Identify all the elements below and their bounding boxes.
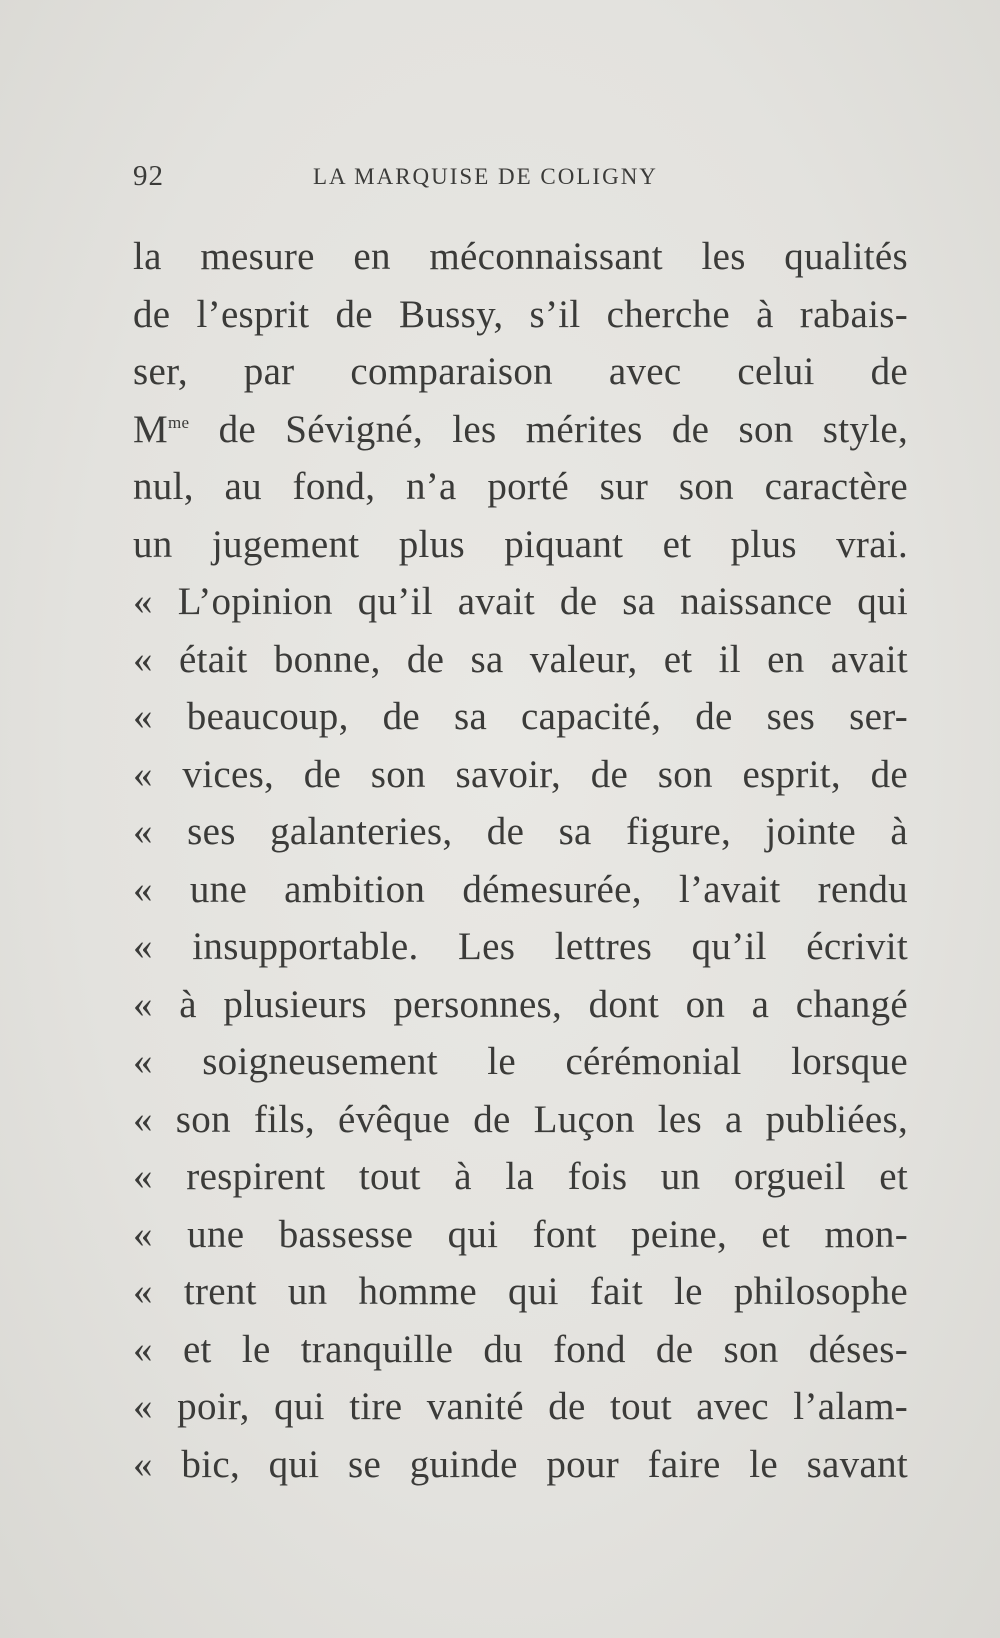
body-text [133, 228, 908, 1493]
text-line: la mesure en méconnaissant les qualités [133, 235, 908, 278]
page-number: 92 [133, 160, 164, 192]
text-line: ser, par comparaison avec celui de [133, 350, 908, 393]
quote-line: « bic, qui se guinde pour faire le savant [133, 1442, 908, 1486]
quote-line: « était bonne, de sa valeur, et il en avait [133, 637, 908, 681]
quote-line: « respirent tout à la fois un orgueil et [133, 1155, 908, 1198]
quote-line: « beaucoup, de sa capacité, de ses ser- [133, 695, 908, 738]
quote-line: « et le tranquille du fond de son déses- [133, 1327, 908, 1371]
quote-line: « vices, de son savoir, de son esprit, de [133, 752, 908, 796]
text-line: nul, au fond, n’a porté sur son caractère [133, 465, 908, 508]
madame-abbr: $M^{me}$ [133, 407, 190, 451]
quote-line: « ses galanteries, de sa figure, jointe à [133, 810, 908, 853]
text-line-madame: $M^{me}$ de Sévigné, les mérites de son style, [133, 407, 908, 451]
quote-line: « trent un homme qui fait le philosophe [133, 1270, 908, 1313]
quote-line: « à plusieurs personnes, dont on a changé [133, 982, 908, 1026]
page-header [133, 160, 750, 200]
running-title: LA MARQUISE DE COLIGNY [313, 164, 658, 189]
quote-line: « poir, qui tire vanité de tout avec l’alam- [133, 1385, 908, 1428]
text-line: de l’esprit de Bussy, s’il cherche à rabais- [133, 292, 908, 336]
quote-line: « une bassesse qui font peine, et mon- [133, 1212, 908, 1256]
quote-line: « soigneusement le cérémonial lorsque [133, 1040, 908, 1083]
quote-line: « L’opinion qu’il avait de sa naissance qui [133, 580, 908, 623]
quote-line: « son fils, évêque de Luçon les a publiées, [133, 1097, 908, 1141]
quote-line: « insupportable. Les lettres qu’il écrivit [133, 925, 908, 968]
quote-line: « une ambition démesurée, l’avait rendu [133, 867, 908, 911]
text-line: un jugement plus piquant et plus vrai. [133, 522, 908, 566]
